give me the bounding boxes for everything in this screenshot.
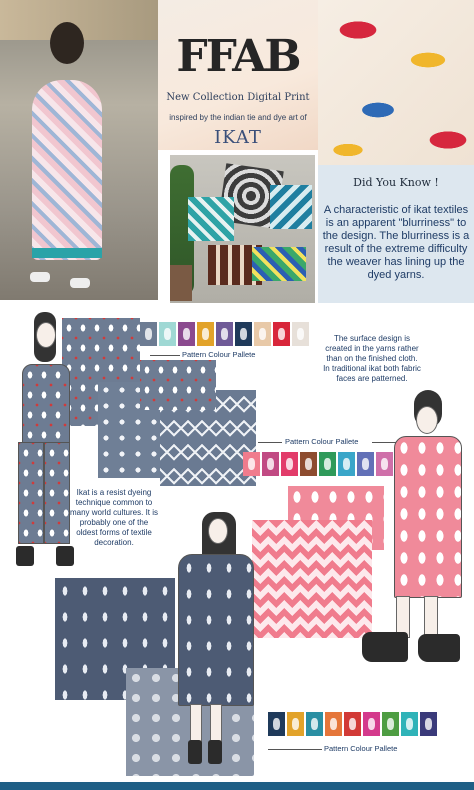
swatch-pink-zigzag (252, 520, 372, 638)
palette-2-chip-1 (243, 452, 260, 476)
colour-palette-3 (268, 712, 439, 736)
palette-2-chip-6 (338, 452, 355, 476)
palette-line-1 (150, 355, 180, 356)
surface-design-note: The surface design is created in the yarns rather than on the finished cloth. In traditional ikat both fabric faces are patterned. (323, 334, 421, 383)
palette-3-chip-3 (306, 712, 323, 736)
palette-3-chip-7 (382, 712, 399, 736)
fabric-photo (318, 0, 474, 165)
palette-1-chip-6 (235, 322, 252, 346)
cushions-photo (170, 155, 315, 303)
resist-dyeing-note: Ikat is a resist dyeing technique common to many world cultures. It is probably one of the oldest forms of textile decoration. (69, 488, 159, 547)
palette-3-chip-2 (287, 712, 304, 736)
palette-3-chip-9 (420, 712, 437, 736)
palette-3-chip-5 (344, 712, 361, 736)
brand-logo: FFAB (176, 31, 300, 82)
palette-2-chip-3 (281, 452, 298, 476)
collection-title: New Collection Digital Print (166, 92, 310, 103)
palette-1-chip-4 (197, 322, 214, 346)
palette-2-chip-5 (319, 452, 336, 476)
swatch-blue-ikat-2 (140, 360, 216, 410)
colour-palette-1 (140, 322, 311, 346)
did-you-know-title: Did You Know ! (353, 176, 439, 189)
palette-2-chip-2 (262, 452, 279, 476)
palette-line-3 (268, 749, 322, 750)
inspiration-text: inspired by the indian tie and dye art of (169, 113, 307, 122)
figure-pink-dress (360, 390, 466, 670)
figure-shirt-dress (176, 512, 260, 777)
did-you-know-text: A characteristic of ikat textiles is an apparent "blurriness" to the design. The blurriness is a result of the extreme difficulty the weaver has lining up the dyed yarns. (322, 204, 470, 281)
palette-3-chip-1 (268, 712, 285, 736)
palette-1-chip-5 (216, 322, 233, 346)
palette-1-chip-9 (292, 322, 309, 346)
palette-label-1: Pattern Colour Pallete (182, 350, 256, 359)
palette-1-chip-8 (273, 322, 290, 346)
figure-jumpsuit (8, 312, 78, 582)
palette-line-2a (258, 442, 282, 443)
palette-3-chip-6 (363, 712, 380, 736)
palette-1-chip-3 (178, 322, 195, 346)
palette-3-chip-8 (401, 712, 418, 736)
palette-1-chip-7 (254, 322, 271, 346)
palette-1-chip-2 (159, 322, 176, 346)
footer-bar (0, 782, 474, 790)
palette-1-chip-1 (140, 322, 157, 346)
palette-label-2: Pattern Colour Pallete (285, 437, 359, 446)
palette-3-chip-4 (325, 712, 342, 736)
palette-2-chip-4 (300, 452, 317, 476)
model-photo (0, 0, 158, 300)
ikat-title: IKAT (214, 127, 262, 148)
palette-label-3: Pattern Colour Pallete (324, 744, 398, 753)
